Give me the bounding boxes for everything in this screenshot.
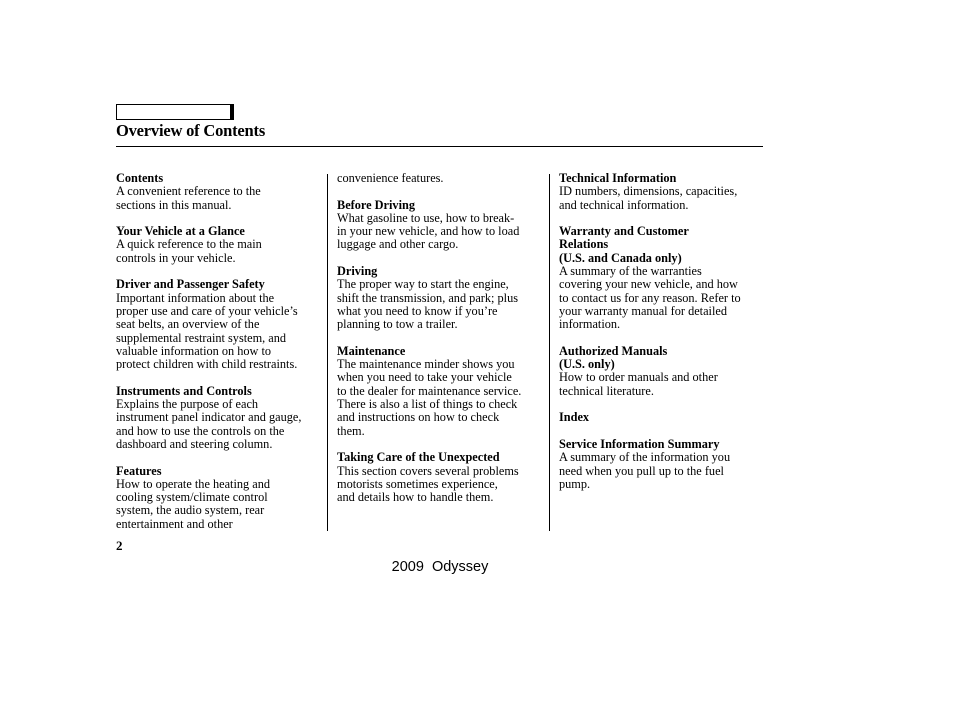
contents-column-3 <box>559 172 765 504</box>
section-description-line: what you need to know if you’re <box>337 303 498 318</box>
section-heading-line: Relations <box>559 237 609 252</box>
section-heading-line: Instruments and Controls <box>116 383 252 398</box>
section-description-line: to contact us for any reason. Refer to <box>559 290 741 305</box>
contents-section <box>116 172 324 212</box>
contents-section <box>559 411 765 424</box>
section-description-line: information. <box>559 317 621 332</box>
section-description-line: Explains the purpose of each <box>116 397 259 412</box>
section-heading-line: Warranty and Customer <box>559 224 689 239</box>
section-description-line: and instructions on how to check <box>337 410 500 425</box>
section-description <box>116 185 324 212</box>
section-description <box>559 265 765 331</box>
section-description-line: How to operate the heating and <box>116 476 270 491</box>
section-heading-line: Maintenance <box>337 343 406 358</box>
contents-section <box>559 345 765 398</box>
section-description-line: and details how to handle them. <box>337 490 494 505</box>
section-description-line: them. <box>337 423 365 438</box>
section-description <box>116 398 324 451</box>
section-description-line: need when you pull up to the fuel <box>559 463 724 478</box>
section-heading-line: Technical Information <box>559 171 677 185</box>
section-description <box>559 371 765 398</box>
section-heading <box>559 411 765 424</box>
section-heading-line: Before Driving <box>337 197 415 212</box>
contents-section <box>337 172 547 185</box>
section-description-line: This section covers several problems <box>337 463 519 478</box>
contents-section <box>559 172 765 212</box>
section-description-line: ID numbers, dimensions, capacities, <box>559 184 738 199</box>
contents-column-2 <box>337 172 547 518</box>
contents-column-1 <box>116 172 324 544</box>
footer-vehicle-title: 2009 Odyssey <box>391 559 489 575</box>
section-heading <box>559 225 765 265</box>
section-description-line: in your new vehicle, and how to load <box>337 224 520 239</box>
contents-section <box>559 225 765 331</box>
section-description-line: A convenient reference to the <box>116 184 261 199</box>
section-description <box>337 358 547 438</box>
section-description <box>337 212 547 252</box>
section-heading-line: Driving <box>337 264 378 279</box>
section-heading <box>116 385 324 398</box>
section-description-line: system, the audio system, rear <box>116 503 265 518</box>
section-description <box>116 292 324 372</box>
section-description <box>559 185 765 212</box>
page-number: 2 <box>116 538 123 553</box>
section-heading-line: (U.S. and Canada only) <box>559 250 682 265</box>
contents-section <box>337 199 547 252</box>
section-heading <box>337 451 547 464</box>
section-heading-line: Authorized Manuals <box>559 343 668 358</box>
section-description-line: planning to tow a trailer. <box>337 317 458 332</box>
section-description-line: shift the transmission, and park; plus <box>337 290 519 305</box>
section-description <box>337 278 547 331</box>
section-description-line: technical literature. <box>559 383 654 398</box>
section-description-line: motorists sometimes experience, <box>337 476 498 491</box>
section-description-line: The maintenance minder shows you <box>337 357 515 372</box>
section-description-line: entertainment and other <box>116 516 233 531</box>
section-description-line: proper use and care of your vehicle’s <box>116 303 298 318</box>
section-description-line: covering your new vehicle, and how <box>559 277 738 292</box>
section-description-line: to the dealer for maintenance service. <box>337 383 522 398</box>
section-heading <box>116 465 324 478</box>
section-heading-line: Driver and Passenger Safety <box>116 277 265 292</box>
section-heading-line: Index <box>559 410 590 425</box>
section-heading-line: (U.S. only) <box>559 357 615 372</box>
column-divider-2 <box>549 174 550 531</box>
section-description-line: valuable information on how to <box>116 343 272 358</box>
section-description <box>337 172 547 185</box>
section-description <box>337 465 547 505</box>
section-description-line: protect children with child restraints. <box>116 357 298 372</box>
section-heading <box>559 172 765 185</box>
section-description-line: The proper way to start the engine, <box>337 277 509 292</box>
section-description-line: There is also a list of things to check <box>337 397 518 412</box>
contents-section <box>116 225 324 265</box>
section-description-line: cooling system/climate control <box>116 490 268 505</box>
section-heading-line: Your Vehicle at a Glance <box>116 224 245 239</box>
section-description <box>116 478 324 531</box>
section-description-line: seat belts, an overview of the <box>116 317 260 332</box>
section-description-line: A summary of the warranties <box>559 264 702 279</box>
contents-section <box>116 385 324 451</box>
section-description-line: supplemental restraint system, and <box>116 330 287 345</box>
page-title: Overview of Contents <box>116 121 266 140</box>
section-heading-line: Taking Care of the Unexpected <box>337 450 500 465</box>
title-divider <box>116 146 763 147</box>
section-heading <box>559 345 765 372</box>
chapter-tab-box <box>116 104 234 120</box>
section-heading-line: Service Information Summary <box>559 436 720 451</box>
section-heading-line: Contents <box>116 171 164 185</box>
section-description-line: when you need to take your vehicle <box>337 370 512 385</box>
section-description-line: and how to use the controls on the <box>116 423 285 438</box>
section-description-line: pump. <box>559 476 591 491</box>
section-description-line: Important information about the <box>116 290 275 305</box>
column-divider-1 <box>327 174 328 531</box>
contents-section <box>116 278 324 371</box>
section-heading <box>337 265 547 278</box>
section-description <box>559 451 765 491</box>
section-heading <box>337 199 547 212</box>
section-description-line: your warranty manual for detailed <box>559 303 727 318</box>
section-heading <box>337 345 547 358</box>
section-heading <box>559 438 765 451</box>
section-heading <box>116 225 324 238</box>
section-description <box>116 238 324 265</box>
section-description-line: luggage and other cargo. <box>337 237 459 252</box>
section-description-line: What gasoline to use, how to break- <box>337 210 515 225</box>
section-description-line: dashboard and steering column. <box>116 436 273 451</box>
section-heading-line: Features <box>116 463 162 478</box>
section-description-line: sections in this manual. <box>116 197 232 212</box>
contents-section <box>559 438 765 491</box>
section-description-line: controls in your vehicle. <box>116 250 236 265</box>
section-description-line: instrument panel indicator and gauge, <box>116 410 302 425</box>
section-heading <box>116 172 324 185</box>
contents-section <box>116 465 324 531</box>
section-description-line: and technical information. <box>559 197 689 212</box>
section-description-line: How to order manuals and other <box>559 370 718 385</box>
section-heading <box>116 278 324 291</box>
section-description-line: convenience features. <box>337 171 444 185</box>
section-description-line: A quick reference to the main <box>116 237 262 252</box>
section-description-line: A summary of the information you <box>559 450 731 465</box>
contents-section <box>337 345 547 438</box>
contents-section <box>337 265 547 331</box>
contents-section <box>337 451 547 504</box>
